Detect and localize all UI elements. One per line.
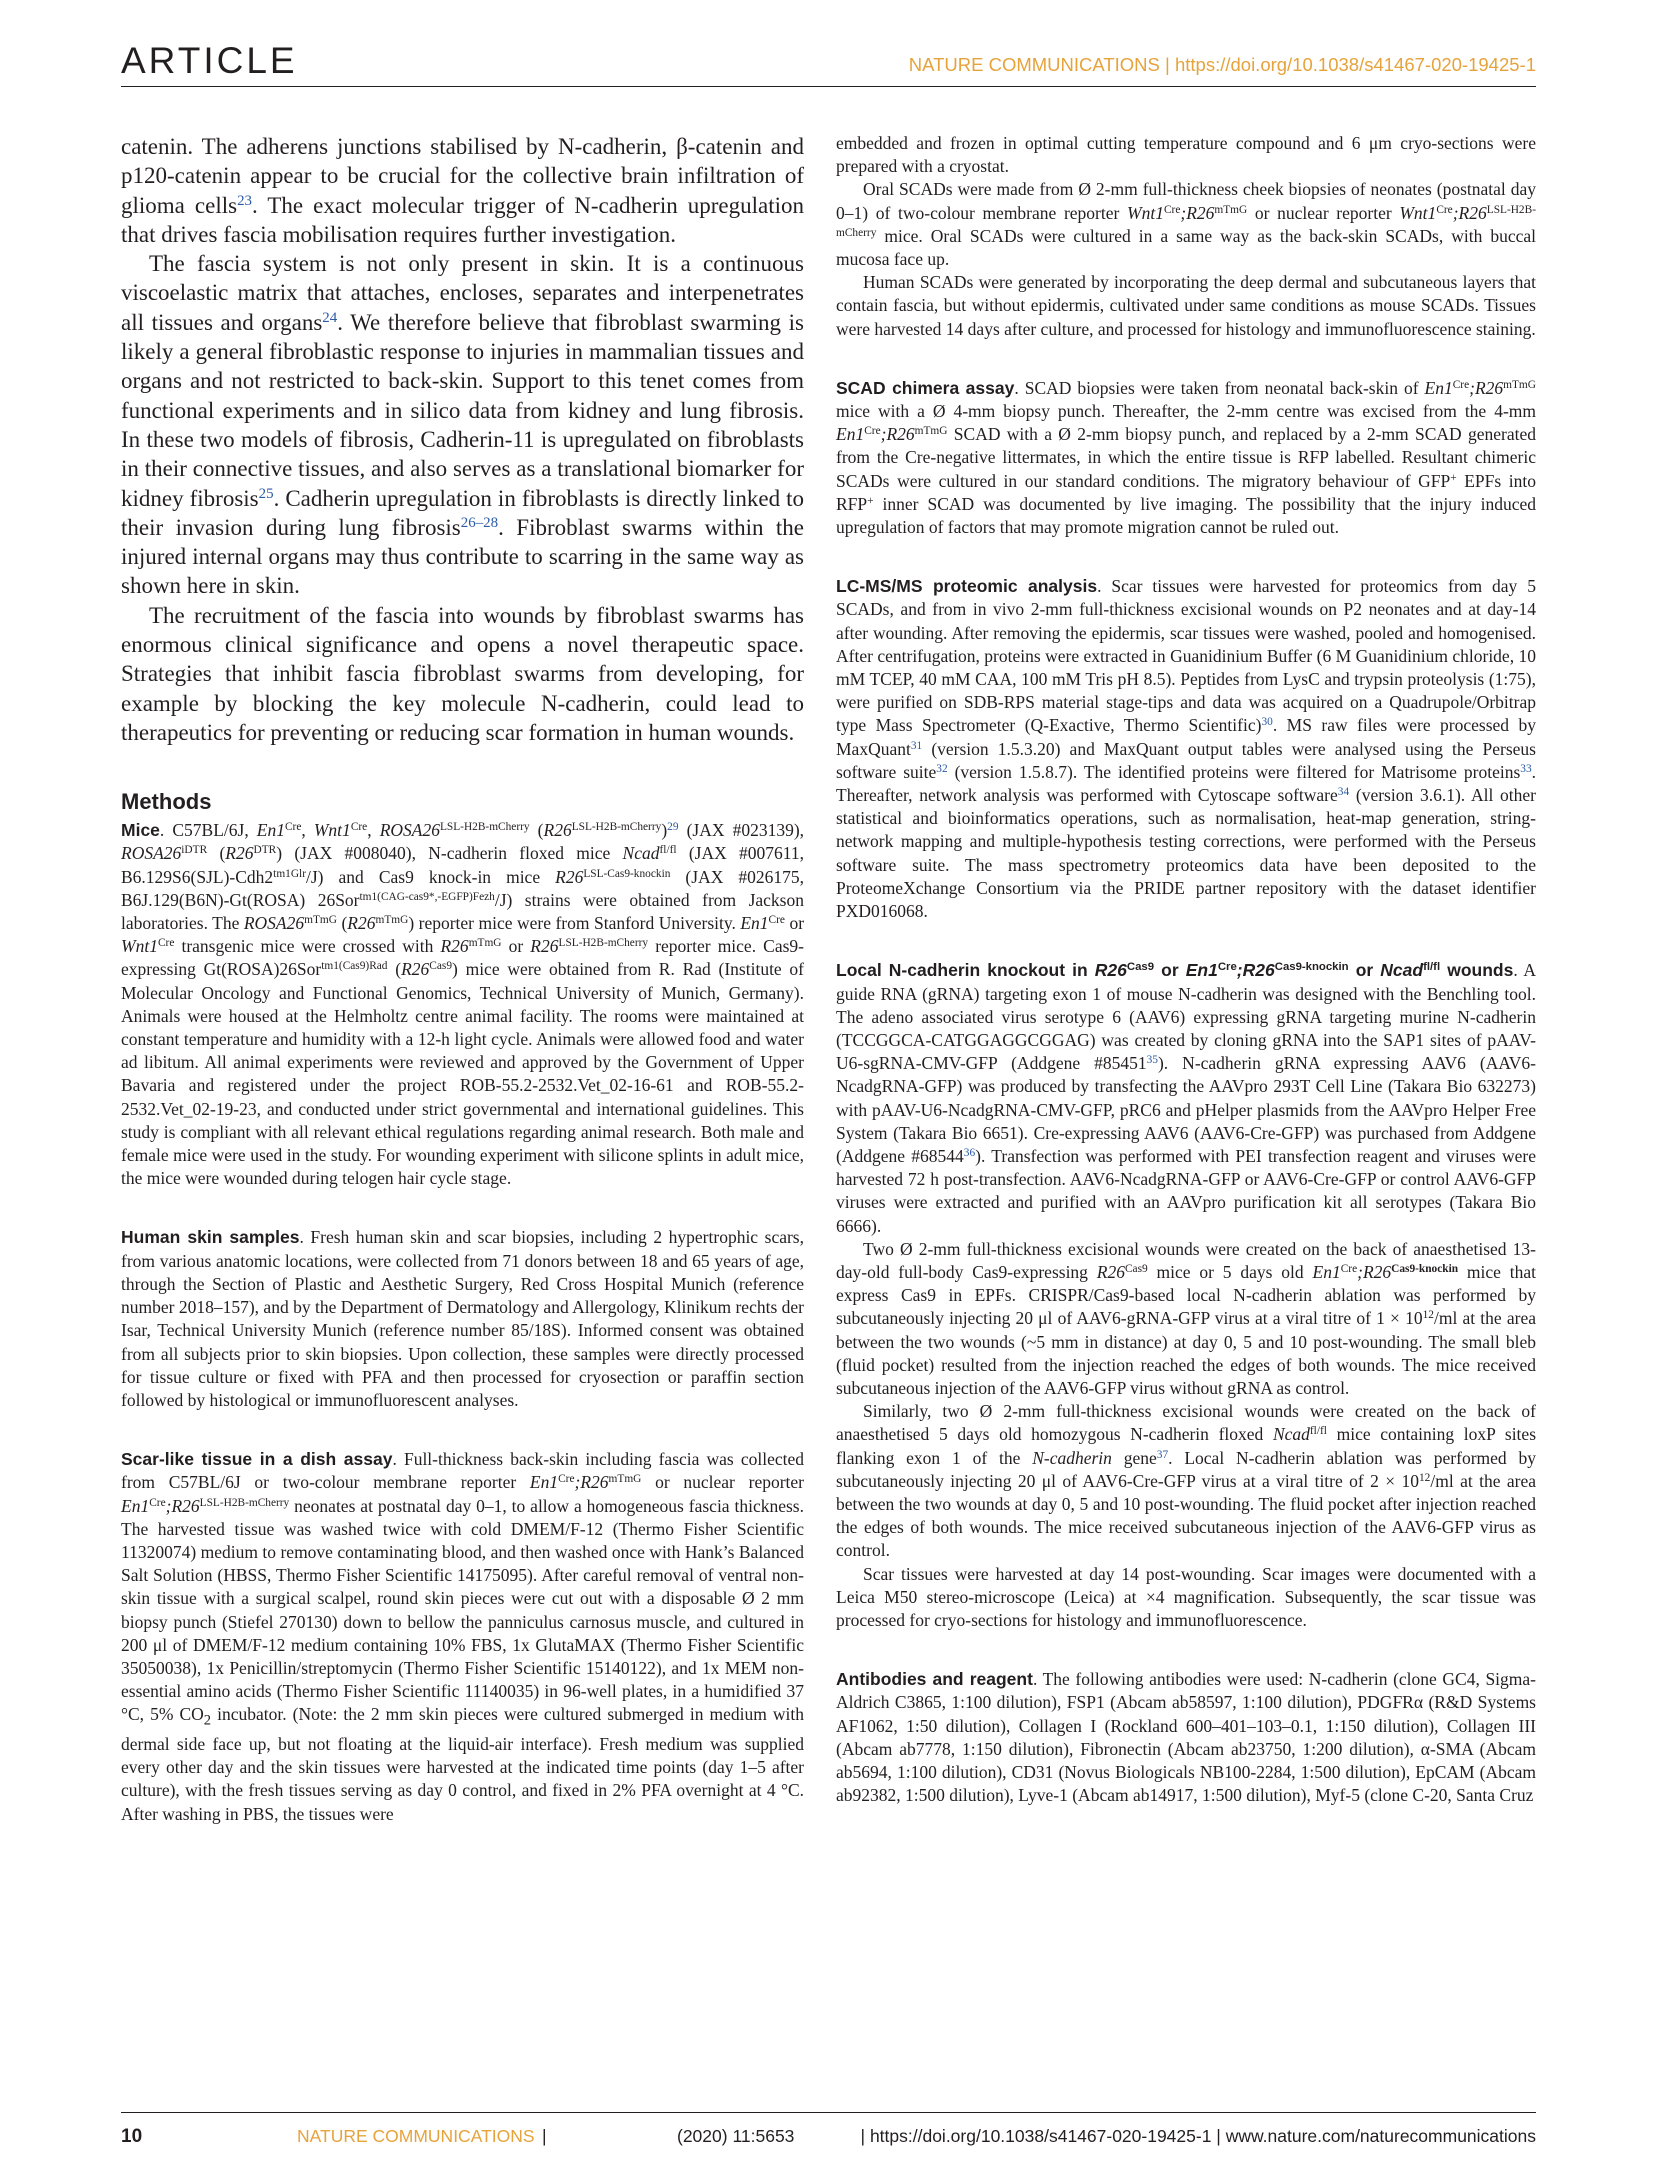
reference-link[interactable]: 35 — [1146, 1053, 1158, 1066]
footer-rule — [121, 2112, 1536, 2113]
right-column — [836, 132, 1536, 1807]
paragraph: LC-MS/MS proteomic analysis. Scar tissues were harvested for proteomics from day 5 SCADs, and from in vivo 2-mm full-thickness excisional wounds on P2 neonates and at day-14 after wounding. After removing the epidermis, scar tissues were washed, pooled and homogenised. After centrifugation, proteins were extracted in Guanidinium Buffer (6 M Guanidinium chloride, 10 mM TCEP, 40 mM CAA, 100 mM Tris pH 8.5). Peptides from LysC and trypsin proteolysis (1:75), were purified on SDB-RPS material stage-tips and data was acquired on a Quadrupole/Orbitrap type Mass Spectrometer (Q-Exactive, Thermo Scientific)$^{30}$. MS raw files were processed by MaxQuant$^{31}$ (version 1.5.3.20) and MaxQuant output tables were analysed using the Perseus software suite$^{32}$ (version 1.5.8.7). The identified proteins were filtered for Matrisome proteins$^{33}$. Thereafter, network analysis was performed with Cytoscape software$^{34}$ (version 3.6.1). All other statistical and bioinformatics operations, such as normalisation, heat-map generation, string-network mapping and multiple-hypothesis testing corrections, were performed with the Perseus software suite. The mass spectrometry proteomics data have been deposited to the ProteomeXchange Consortium via the PRIDE partner repository with the dataset identifier PXD016068. — [836, 576, 1537, 922]
journal-name: NATURE COMMUNICATIONS — [297, 2126, 535, 2146]
reference-link[interactable]: 34 — [1337, 785, 1350, 798]
left-column — [121, 132, 804, 1826]
header-rule — [121, 86, 1536, 87]
paragraph: catenin. The adherens junctions stabilised by N-cadherin, β-catenin and p120-catenin appear to be crucial for the collective brain infiltration of glioma cells$^{23}$. The exact molecular trigger of N-cadherin upregulation that drives fascia mobilisation requires further investigation. — [121, 134, 804, 247]
run-in-heading: Local N-cadherin knockout in $R26^{Cas9}$ or $En1^{Cre};R26^{Cas9-knockin}$ or Ncad$^{fl/fl}$ wounds — [836, 960, 1514, 981]
lcms-section — [836, 575, 1536, 923]
paragraph: Local N-cadherin knockout in $R26^{Cas9}$ or $En1^{Cre};R26^{Cas9-knockin}$ or Ncad$^{fl/fl}$ wounds. A guide RNA (gRNA) targeting exon 1 of mouse N-cadherin was designed with the Benchling tool. The adeno associated virus serotype 6 (AAV6) expressing gRNA targeting murine N-cadherin (TCCGGCA-CATGGAGGCGGAG) was created by cloning gRNA into the SAP1 sites of pAAV-U6-sgRNA-CMV-GFP (Addgene #85451$^{35}$). N-cadherin gRNA expressing AAV6 (AAV6-NcadgRNA-GFP) was produced by transfecting the AAVpro 293T Cell Line (Takara Bio 632273) with pAAV-U6-NcadgRNA-CMV-GFP, pRC6 and pHelper plasmids from the AAVpro Helper Free System (Takara Bio 6651). Cre-expressing AAV6 (AAV6-Cre-GFP) was purchased from Addgene (Addgene #68544$^{36}$). Transfection was performed with PEI transfection reagent and viruses were harvested 72 h post-transfection. AAV6-NcadgRNA-GFP or AAV6-Cre-GFP or control AAV6-GFP viruses were extracted and purified with an AAVpro purification kit all serotypes (Takara Bio 6666). — [836, 960, 1536, 1236]
paragraph: Scar-like tissue in a dish assay. Full-thickness back-skin including fascia was collected from C57BL/6J or two-colour membrane reporter $En1^{Cre};R26^{mTmG}$ or nuclear reporter $En1^{Cre};R26^{LSL-H2B-mCherry}$ neonates at postnatal day 0–1, to allow a homogeneous fascia thickness. The harvested tissue was washed twice with cold DMEM/F-12 (Thermo Fisher Scientific 11320074) medium to remove contaminating blood, and then washed once with Hank’s Balanced Salt Solution (HBSS, Thermo Fisher Scientific 14175095). After careful removal of ventral non-skin tissue with a surgical scalpel, round skin pieces were cut out with a disposable Ø 2 mm biopsy punch (Stiefel 270130) down to bellow the panniculus carnosus muscle, and cultured in 200 μl of DMEM/F-12 medium containing 10% FBS, 1x GlutaMAX (Thermo Fisher Scientific 35050038), 1x Penicillin/streptomycin (Thermo Fisher Scientific 15140122), and 1x MEM non-essential amino acids (Thermo Fisher Scientific 11140035) in 96-well plates, in a humidified 37 °C, 5% $CO_2$ incubator. (Note: the 2 mm skin pieces were cultured submerged in medium with dermal side face up, but not floating at the liquid-air interface). Fresh medium was supplied every other day and the skin tissues were harvested at the indicated time points (day 1–5 after culture), with the fresh tissues serving as day 0 control, and fixed in 2% PFA overnight at 4 °C. After washing in PBS, the tissues were — [121, 1449, 804, 1824]
reference-link[interactable]: 32 — [936, 762, 948, 775]
run-in-heading: LC-MS/MS proteomic analysis — [836, 576, 1098, 597]
run-in-heading: Antibodies and reagent — [836, 1669, 1033, 1690]
paragraph: Human SCADs were generated by incorporating the deep dermal and subcutaneous layers that contain fascia, but without epidermis, cultivated under same conditions as mouse SCADs. Tissues were harvested 14 days after culture, and processed for histology and immunofluorescence staining. — [836, 272, 1536, 339]
page-number: 10 — [121, 2126, 143, 2147]
reference-link[interactable]: 37 — [1156, 1448, 1169, 1461]
reference-link[interactable]: 30 — [1261, 716, 1273, 729]
section-label: ARTICLE — [121, 40, 298, 81]
run-in-heading: Mice — [121, 820, 160, 841]
journal-doi-link[interactable]: NATURE COMMUNICATIONS | https://doi.org/10.1038/s41467-020-19425-1 — [908, 54, 1536, 75]
reference-link[interactable]: 26–28 — [460, 514, 499, 531]
methods-heading: Methods — [121, 789, 212, 815]
reference-link[interactable]: 25 — [258, 485, 274, 502]
page-footer — [121, 2126, 1536, 2150]
chimera-section — [836, 377, 1536, 539]
paragraph: The recruitment of the fascia into wounds by fibroblast swarms has enormous clinical significance and opens a novel therapeutic space. Strategies that inhibit fascia fibroblast swarms from developing, for example by blocking the key molecule N-cadherin, could lead to therapeutics for preventing or reducing scar formation in human wounds. — [121, 602, 804, 745]
footer-links[interactable]: | https://doi.org/10.1038/s41467-020-19425-1 | www.nature.com/naturecommunications — [860, 2126, 1536, 2146]
footer-separator: | — [542, 2126, 547, 2146]
reference-link[interactable]: 24 — [322, 309, 338, 326]
scad-section — [121, 1448, 804, 1826]
reference-link[interactable]: 33 — [1520, 762, 1532, 775]
paragraph: Antibodies and reagent. The following antibodies were used: N-cadherin (clone GC4, Sigma-Aldrich C3865, 1:100 dilution), FSP1 (Abcam ab58597, 1:100 dilution), PDGFRα (R&D Systems AF1062, 1:50 dilution), Collagen I (Rockland 600–401–103–0.1, 1:150 dilution), Collagen III (Abcam ab7778, 1:150 dilution), Fibronectin (Abcam ab23750, 1:200 dilution), α-SMA (Abcam ab5694, 1:100 dilution), CD31 (Novus Biologicals NB100-2284, 1:500 dilution), EpCAM (Abcam ab92382, 1:500 dilution), Lyve-1 (Abcam ab14917, 1:500 dilution), Myf-5 (clone C-20, Santa Cruz — [836, 1669, 1537, 1806]
run-in-heading: Human skin samples — [121, 1227, 300, 1248]
paragraph: The fascia system is not only present in skin. It is a continuous viscoelastic matrix that attaches, encloses, separates and interpenetrates all tissues and organs$^{24}$. We therefore believe that fibroblast swarming is likely a general fibroblastic response to injuries in mammalian tissues and organs and not restricted to back-skin. Support to this tenet comes from functional experiments and in silico data from kidney and lung fibrosis. In these two models of fibrosis, Cadherin-11 is upregulated on fibroblasts in their connective tissues, and also serves as a translational biomarker for kidney fibrosis$^{25}$. Cadherin upregulation in fibroblasts is directly linked to their invasion during lung fibrosis$^{26-28}$. Fibroblast swarms within the injured internal organs may thus contribute to scarring in the same way as shown here in skin. — [121, 251, 804, 599]
mice-section — [121, 819, 804, 1190]
paragraph: Oral SCADs were made from Ø 2-mm full-thickness cheek biopsies of neonates (postnatal day 0–1) of two-colour membrane reporter $Wnt1^{Cre};R26^{mTmG}$ or nuclear reporter $Wnt1^{Cre};R26^{LSL-H2B-mCherry}$ mice. Oral SCADs were cultured in a same way as the back-skin SCADs, with buccal mucosa face up. — [836, 179, 1536, 270]
human-section — [121, 1226, 804, 1412]
paragraph: embedded and frozen in optimal cutting temperature compound and 6 μm cryo-sections were prepared with a cryostat. — [836, 133, 1536, 177]
paragraph: Human skin samples. Fresh human skin and scar biopsies, including 2 hypertrophic scars, from various anatomic locations, were collected from 71 donors between 18 and 65 years of age, through the Section of Plastic and Aesthetic Surgery, Red Cross Hospital Munich (reference number 2018–157), and by the Department of Dermatology and Allergology, Klinikum rechts der Isar, Technical University Munich (reference number 85/18S). Informed consent was obtained from all subjects prior to skin biopsies. Upon collection, these samples were directly processed for tissue culture or fixed with PFA and then processed for cryosection or paraffin section followed by histological or immunofluorescent analyses. — [121, 1227, 804, 1410]
paragraph: Scar tissues were harvested at day 14 post-wounding. Scar images were documented with a Leica M50 stereo-microscope (Leica) at ×4 magnification. Subsequently, the scar tissue was processed for cryo-sections for histology and immunofluorescence. — [836, 1563, 1536, 1630]
discussion-text — [121, 132, 804, 747]
paragraph: SCAD chimera assay. SCAD biopsies were taken from neonatal back-skin of $En1^{Cre};R26^{mTmG}$ mice with a Ø 4-mm biopsy punch. Thereafter, the 2-mm centre was excised from the 4-mm $En1^{Cre};R26^{mTmG}$ SCAD with a Ø 2-mm biopsy punch, and replaced by a 2-mm SCAD generated from the Cre-negative littermates, in which the entire tissue is RFP labelled. Resultant chimeric SCADs were cultured in our standard conditions. The migratory behaviour of GFP+ EPFs into RFP+ inner SCAD was documented by live imaging. The possibility that the injury induced upregulation of factors that may promote migration cannot be ruled out. — [836, 377, 1536, 538]
reference-link[interactable]: 29 — [667, 820, 679, 833]
paragraph: Similarly, two Ø 2-mm full-thickness excisional wounds were created on the back of anaesthetised 5 days old homozygous N-cadherin floxed Ncad$^{fl/fl}$ mice containing loxP sites flanking exon 1 of the N-cadherin gene$^{37}$. Local N-cadherin ablation was performed by subcutaneously injecting 20 μl of AAV6-Cre-GFP virus at a viral titre of $2 \times 10^{12}/ml$ at the area between the two wounds at day 0, 5 and 10 post-wounding. The fluid pocket after injection reached the edges of both wounds. The mice received subcutaneous injection of the AAV6-GFP virus as control. — [836, 1401, 1536, 1561]
reference-link[interactable]: 23 — [237, 192, 253, 209]
paragraph: Two Ø 2-mm full-thickness excisional wounds were created on the back of anaesthetised 13-day-old full-body Cas9-expressing $R26^{Cas9}$ mice or 5 days old $En1^{Cre};R26^{Cas9-knockin}$ mice that express Cas9 in EPFs. CRISPR/Cas9-based local N-cadherin ablation was performed by subcutaneously injecting 20 μl of AAV6-gRNA-GFP virus at a viral titre of $1 \times 10^{12}/ml$ at the area between the two wounds (~5 mm in distance) at day 0, 5 and 10 post-wounding. The small bleb (fluid pocket) resulted from the injection reached the edges of both wounds. The mice received subcutaneous injection of the AAV6-GFP virus without gRNA as control. — [836, 1238, 1536, 1398]
run-in-heading: Scar-like tissue in a dish assay — [121, 1449, 393, 1470]
scad-continued — [836, 132, 1536, 341]
run-in-heading: SCAD chimera assay — [836, 377, 1015, 398]
page-header — [121, 40, 1536, 86]
citation: (2020) 11:5653 — [677, 2126, 795, 2146]
reference-link[interactable]: 36 — [963, 1146, 976, 1159]
paragraph: Mice. C57BL/6J, $En1^{Cre}$, $Wnt1^{Cre}$, $ROSA26^{LSL-H2B-mCherry}$ $(R26^{LSL-H2B-mCherry})^{29}$ (JAX #023139), $ROSA26^{iDTR}$ $(R26^{DTR})$ (JAX #008040), N-cadherin floxed mice Ncad$^{fl/fl}$ (JAX #007611, $B6.129S6(SJL)-Cdh2^{tm1Glr}/J$) and Cas9 knock-in mice $R26^{LSL-Cas9-knockin}$ (JAX #026175, B6J.129(B6N)-Gt(ROSA) 26Sor$^{tm1(CAG-cas9*,-EGFP)Fezh}$/J) strains were obtained from Jackson laboratories. The $ROSA26^{mTmG}$ $(R26^{mTmG})$ reporter mice were from Stanford University. $En1^{Cre}$ or $Wnt1^{Cre}$ transgenic mice were crossed with $R26^{mTmG}$ or $R26^{LSL-H2B-mCherry}$ reporter mice. Cas9-expressing Gt(ROSA)26Sor$^{tm1(Cas9)Rad}$ $(R26^{Cas9})$ mice were obtained from R. Rad (Institute of Molecular Oncology and Functional Genomics, Technical University of Munich, Germany). Animals were housed at the Helmholtz centre animal facility. The rooms were maintained at constant temperature and humidity with a 12-h light cycle. Animals were allowed food and water ad libitum. All animal experiments were reviewed and approved by the Government of Upper Bavaria and registered under the project ROB-55.2-2532.Vet_02-16-61 and ROB-55.2-2532.Vet_02-19-23, and conducted under strict governmental and international guidelines. This study is compliant with all relevant ethical regulations regarding animal research. Both male and female mice were used in the study. For wounding experiment with silicone splints in adult mice, the mice were wounded during telogen hair cycle stage. — [121, 820, 805, 1189]
knockout-section — [836, 959, 1536, 1632]
reference-link[interactable]: 31 — [910, 739, 923, 752]
antibodies-section — [836, 1668, 1536, 1807]
